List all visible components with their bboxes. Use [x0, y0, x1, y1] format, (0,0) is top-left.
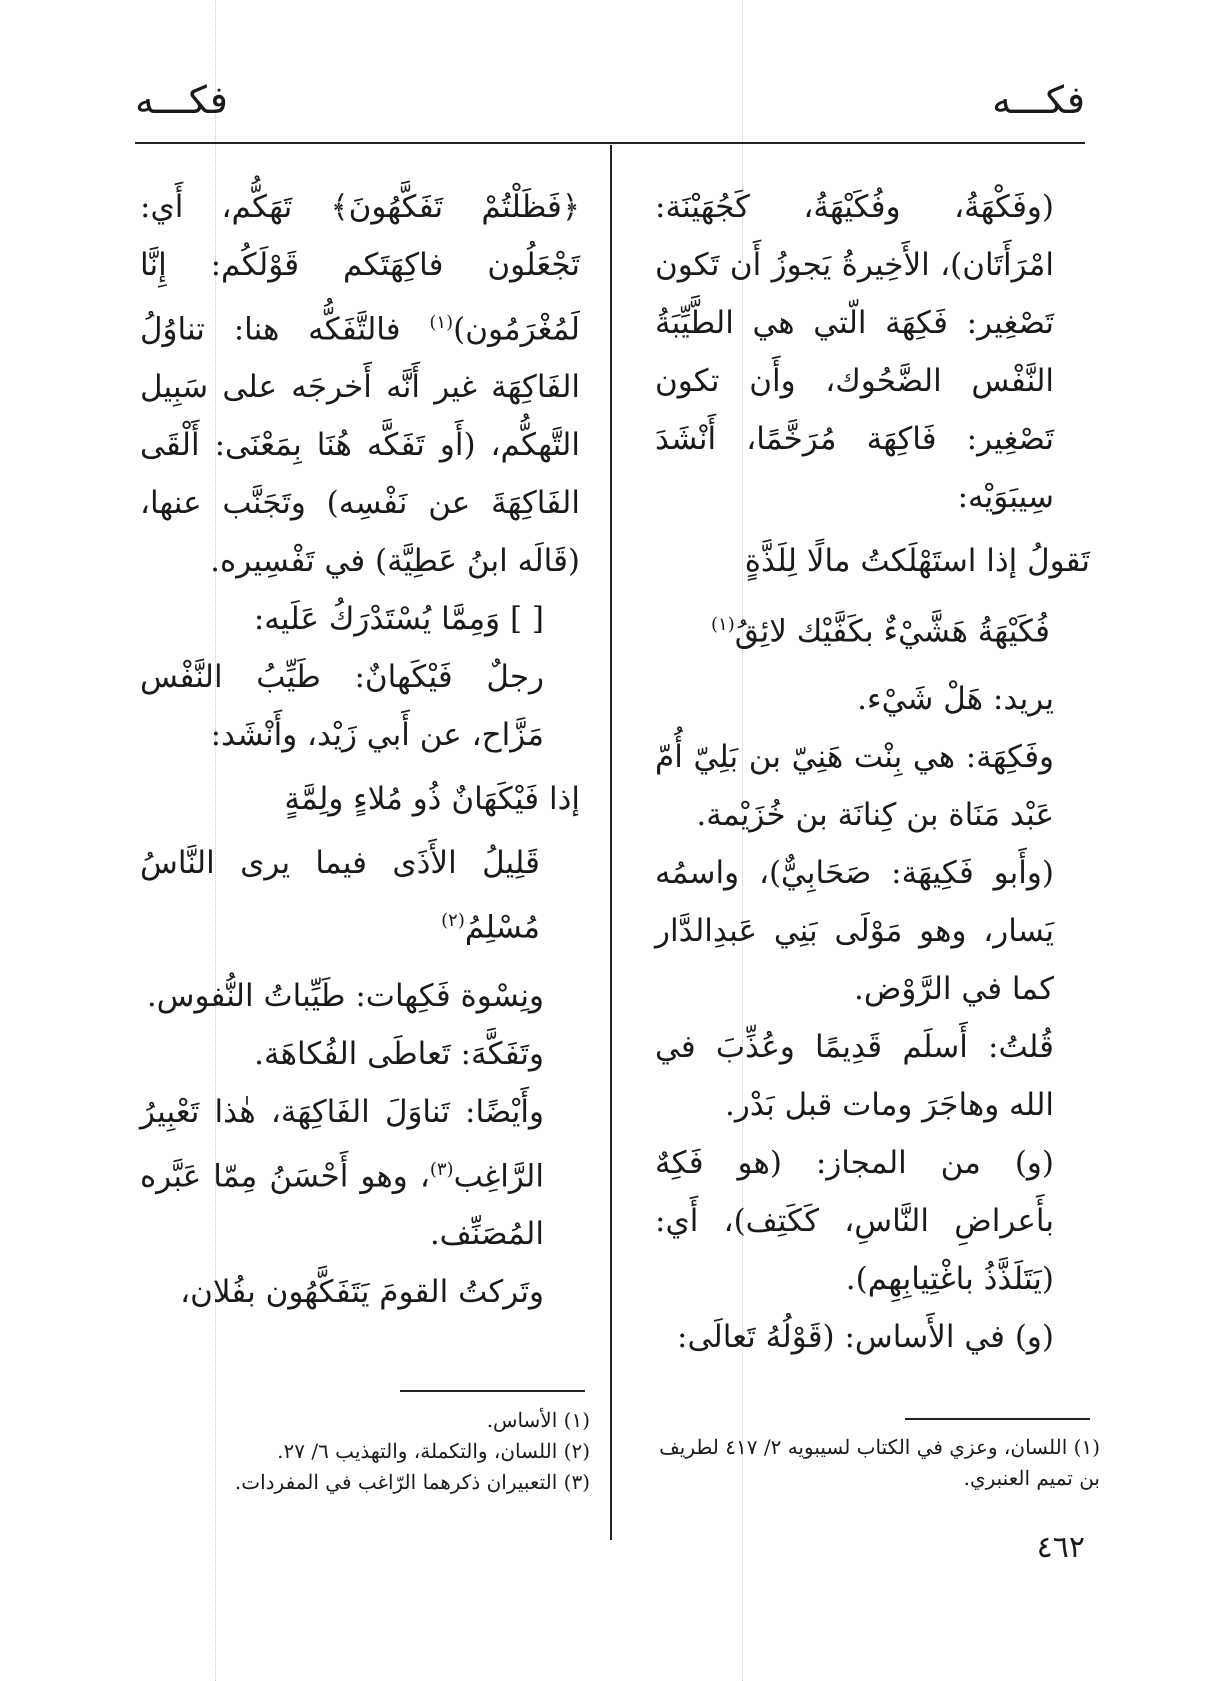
- paragraph: وتَفَكَّهَ: تَعاطَى الفُكاهَة.: [254, 1035, 544, 1072]
- footnote-ref: (١): [711, 614, 735, 635]
- paragraph: ﴿فَظَلْتُمْ تَفَكَّهُونَ﴾ تَهَكُّم، أَي: تَجْعَلُون فاكِهَتَكم قَوْلَكُم: إِنَّا لَمُغْرَمُون)$^{(١)}$ فالتَّفَكُّه هنا: تناوُلُ الفَاكِهَة غير أَنَّه أَخرجَه على سَبِيل التَّهكُّم، (أَو تَفَكَّه هُنَا بِمَعْنَى: أَلْقَى الفَاكِهَةَ عن نَفْسِه) وتَجَنَّب عنها، (قَالَه ابنُ عَطِيَّة) في تَفْسِيره.: [140, 189, 580, 580]
- left-column: [140, 178, 580, 1321]
- paragraph: وفَكِهَة: هي بِنْت هَنِيّ بن بَلِيّ أُمّ عَبْد مَنَاة بن كِنانَة بن خُزَيْمة.: [655, 739, 1054, 834]
- verse-line: قَلِيلُ الأَذَى فيما يرى النَّاسُ مُسْلِمُ$^{(٢)}$: [140, 845, 540, 946]
- paragraph: [ ] وَمِمَّا يُسْتَدْرَكُ عَلَيه:: [253, 601, 544, 638]
- footnote-ref: (٢): [441, 910, 465, 932]
- column-divider: [610, 145, 612, 1540]
- footnote-ref: (١): [429, 312, 454, 333]
- paragraph: ونِسْوة فَكِهات: طَيِّباتُ النُّفوس.: [146, 977, 544, 1014]
- paragraph: يريد: هَلْ شَيْء.: [857, 681, 1054, 718]
- footnote: (١) الأساس.: [486, 1408, 590, 1432]
- paragraph: قُلتُ: أَسلَم قَدِيمًا وعُذِّبَ في الله وهاجَرَ ومات قبل بَدْر.: [655, 1029, 1054, 1124]
- paragraph: (و) في الأَساس: (قَوْلُهُ تَعالَى:: [677, 1319, 1054, 1356]
- paragraph: رجلٌ فَيْكَهانٌ: طَيِّبُ النَّفْس مَزَّاح، عن أَبي زَيْد، وأَنْشَد:: [140, 659, 544, 754]
- running-header-right: فكـــه: [992, 78, 1085, 122]
- running-header-left: فكـــه: [135, 78, 228, 122]
- footnote: (٢) اللسان، والتكملة، والتهذيب ٦/ ٢٧.: [277, 1439, 590, 1463]
- verse-line: فُكَيْهَةُ هَشَّيْءٌ بكَفَّيْك لائِقُ$^{(١)}$: [711, 613, 1050, 650]
- right-column: [655, 178, 1090, 1366]
- paragraph: (و) من المجاز: (هو فَكِهٌ بأَعراضِ النَّاسِ، كَكَتِف)، أَي: (يَتَلَذَّذُ باغْتِيابِهِم).: [655, 1145, 1054, 1298]
- page-number: ٤٦٢: [1036, 1530, 1085, 1565]
- header-rule: [135, 142, 1085, 144]
- footnote-ref: (٣): [429, 1158, 454, 1180]
- footnotes-left: [140, 1405, 590, 1498]
- footnote: (١) اللسان، وعزي في الكتاب لسيبويه ٢/ ٤١٧ لطريف بن تميم العنبري.: [659, 1435, 1100, 1490]
- footnote: (٣) التعبيران ذكرهما الرّاغب في المفردات.: [234, 1470, 590, 1494]
- verse-line: إذا فَيْكَهَانٌ ذُو مُلاءٍ ولِمَّةٍ: [284, 781, 580, 818]
- paragraph: (وفَكْهَةُ، وفُكَيْهَةُ، كَجُهَيْنَة: امْرَأَتَان)، الأَخِيرةُ يَجوزُ أَن تَكون تَصْغِير: فَكِهَة الّتي هي الطَّيِّبَةُ النَّفْس الضَّحُوك، وأَن تكون تَصْغِير: فَاكِهَة مُرَخَّمًا، أَنْشَدَ سِيبَوَيْه:: [655, 189, 1054, 515]
- footnote-rule-left: [400, 1390, 585, 1392]
- paragraph: (وأَبو فَكِيهَة: صَحَابِيٌّ)، واسمُه يَسار، وهو مَوْلَى بَنِي عَبدِالدَّار كما في الرَّوْض.: [655, 855, 1054, 1008]
- paragraph: وتَركتُ القومَ يَتَفَكَّهُون بفُلان،: [180, 1273, 544, 1310]
- verse-line: تَقولُ إذا استَهْلَكتُ مالًا لِلَذَّةٍ: [744, 543, 1090, 579]
- footnotes-right: [655, 1432, 1100, 1494]
- paragraph: وأَيْضًا: تَناوَلَ الفَاكِهَة، هٰذا تَعْبِيرُ الرَّاغِب$^{(٣)}$، وهو أَحْسَنُ مِمّا عَبَّره المُصَنِّف.: [140, 1093, 544, 1252]
- footnote-rule-right: [905, 1418, 1090, 1420]
